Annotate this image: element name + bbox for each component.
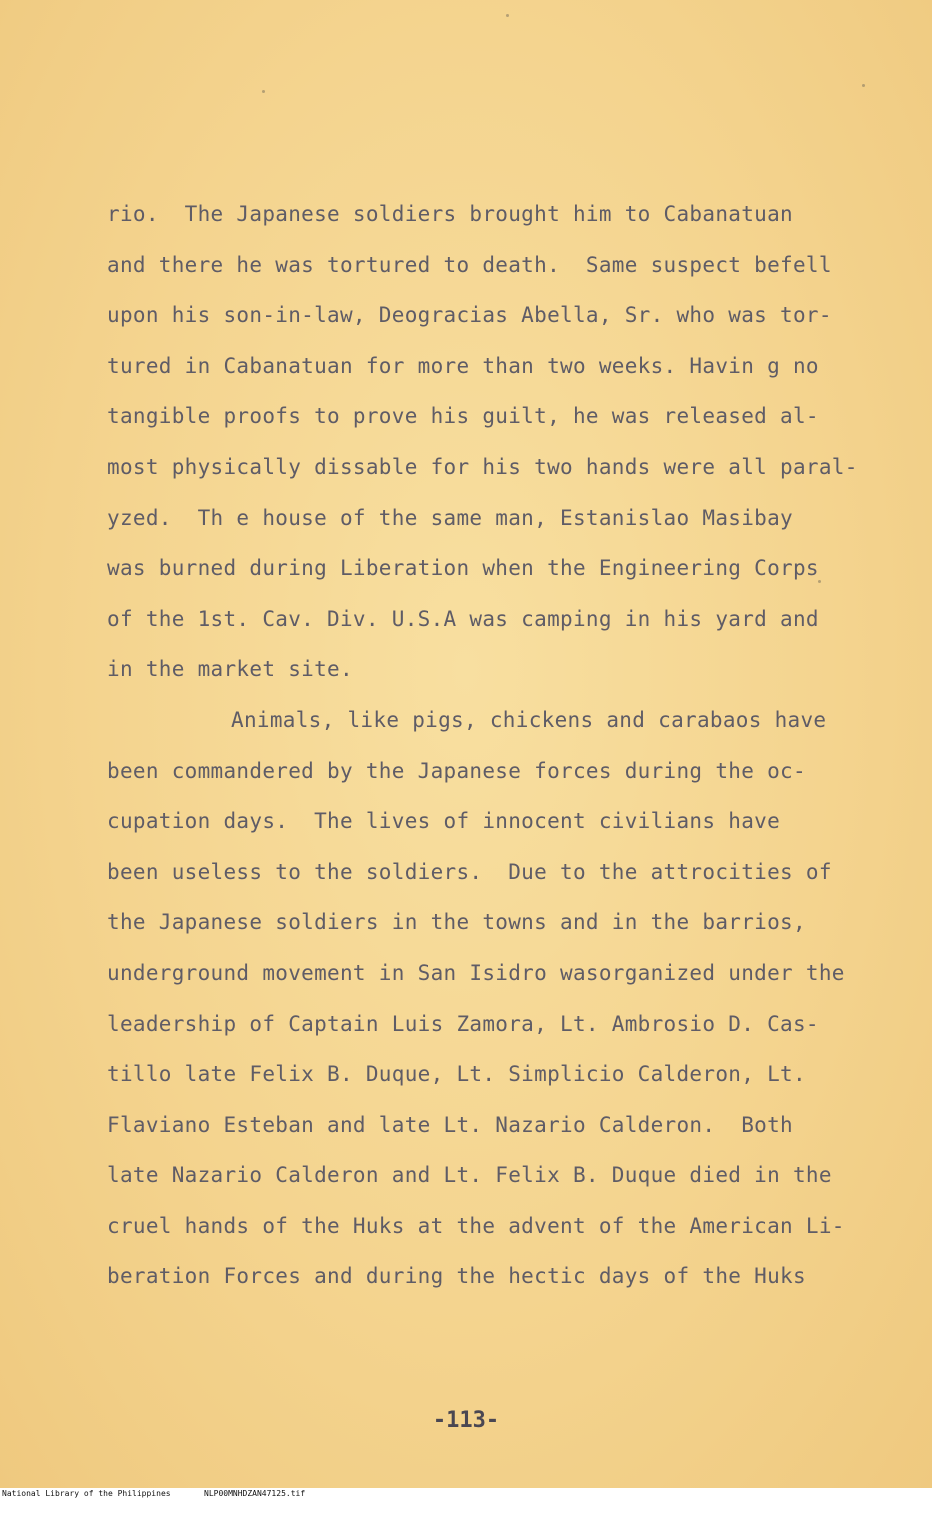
- text-line: leadership of Captain Luis Zamora, Lt. Ambrosio D. Cas-: [107, 1011, 819, 1036]
- page-number: -113-: [432, 1408, 500, 1433]
- text-line: tangible proofs to prove his guilt, he was released al-: [107, 404, 819, 429]
- text-line: late Nazario Calderon and Lt. Felix B. Duque died in the: [107, 1163, 832, 1188]
- text-line: most physically dissable for his two hands were all paral-: [107, 454, 858, 479]
- text-line: been useless to the soldiers. Due to the attrocities of: [107, 859, 832, 884]
- text-line: underground movement in San Isidro wasorganized under the: [107, 960, 845, 985]
- text-line: the Japanese soldiers in the towns and in the barrios,: [107, 910, 806, 935]
- text-line: in the market site.: [107, 657, 353, 682]
- text-line: beration Forces and during the hectic days of the Huks: [107, 1264, 806, 1289]
- ink-speck: [862, 84, 865, 87]
- text-line: cupation days. The lives of innocent civilians have: [107, 809, 781, 834]
- text-line: and there he was tortured to death. Same suspect befell: [107, 252, 832, 277]
- text-line: tillo late Felix B. Duque, Lt. Simplicio Calderon, Lt.: [107, 1062, 806, 1087]
- typed-text-body: [107, 196, 858, 1309]
- text-line: was burned during Liberation when the Engineering Corps: [107, 556, 819, 581]
- text-line: tured in Cabanatuan for more than two weeks. Havin g no: [107, 353, 819, 378]
- text-line: of the 1st. Cav. Div. U.S.A was camping in his yard and: [107, 606, 819, 631]
- footer-library-name: National Library of the Philippines: [2, 1489, 171, 1498]
- text-line: cruel hands of the Huks at the advent of the American Li-: [107, 1213, 845, 1238]
- text-line: Flaviano Esteban and late Lt. Nazario Calderon. Both: [107, 1112, 793, 1137]
- text-line: rio. The Japanese soldiers brought him to Cabanatuan: [107, 202, 793, 226]
- text-line: yzed. Th e house of the same man, Estanislao Masibay: [107, 505, 793, 530]
- ink-speck: [262, 90, 265, 93]
- ink-speck: [506, 14, 509, 17]
- scan-footer: [0, 1488, 932, 1500]
- footer-filename: NLP00MNHDZAN47125.tif: [204, 1489, 306, 1498]
- text-line: been commandered by the Japanese forces during the oc-: [107, 758, 806, 783]
- text-line-paragraph-start: Animals, like pigs, chickens and carabaos have: [231, 707, 827, 732]
- text-line: upon his son-in-law, Deogracias Abella, Sr. who was tor-: [107, 303, 832, 328]
